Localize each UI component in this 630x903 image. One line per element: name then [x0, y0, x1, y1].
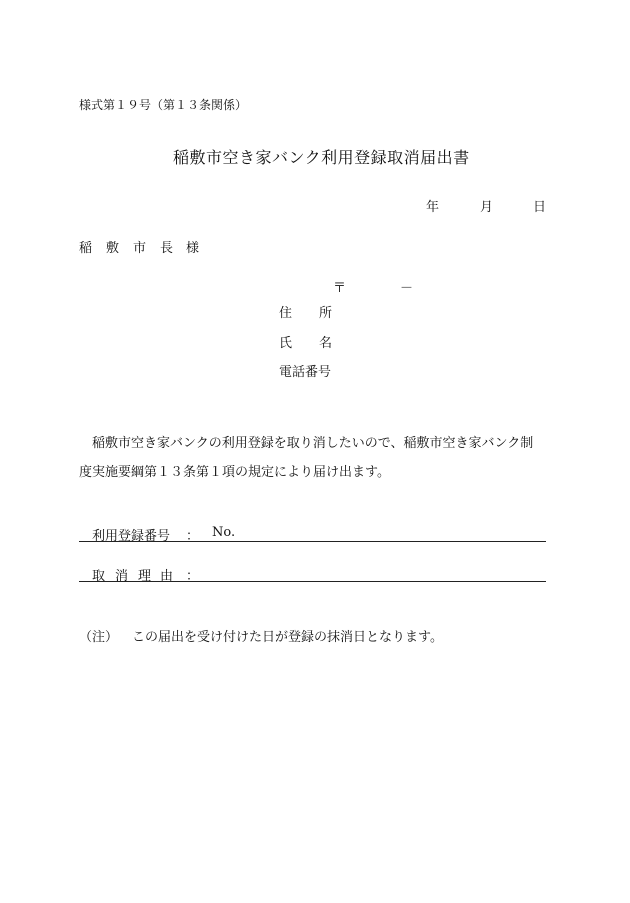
addressee-char-4: 長 [160, 241, 174, 256]
registration-number-label: 利用登録番号 [92, 529, 171, 544]
name-label-a: 氏 [279, 336, 293, 351]
date-day: 日 [533, 200, 547, 215]
postal-mark: 〒 [333, 281, 347, 296]
cancel-reason-char-3: 理 [138, 569, 152, 584]
form-number: 様式第１９号（第１３条関係） [79, 98, 248, 112]
addressee-char-3: 市 [133, 241, 147, 256]
cancel-reason-char-2: 消 [115, 569, 129, 584]
name-label-b: 名 [319, 336, 333, 351]
postal-code-dash: － [400, 281, 414, 296]
date-month: 月 [480, 200, 494, 215]
registration-number-colon: ： [186, 529, 200, 544]
registration-number-underline [79, 541, 546, 542]
addressee-char-2: 敷 [106, 241, 120, 256]
addressee-honorific: 様 [186, 241, 200, 256]
date-year: 年 [426, 200, 440, 215]
phone-label: 電話番号 [279, 365, 332, 380]
registration-number-prefix: No. [212, 525, 236, 540]
body-line-1: 稲敷市空き家バンクの利用登録を取り消したいので、稲敷市空き家バンク制 [92, 436, 534, 451]
document-title: 稲敷市空き家バンク利用登録取消届出書 [173, 148, 470, 167]
note-text: この届出を受け付けた日が登録の抹消日となります。 [132, 630, 443, 645]
note-marker: （注） [79, 630, 119, 645]
cancel-reason-underline [79, 581, 546, 582]
cancel-reason-char-4: 由 [160, 569, 174, 584]
address-label-b: 所 [319, 306, 333, 321]
body-line-2: 度実施要綱第１３条第１項の規定により届け出ます。 [79, 465, 390, 480]
address-label-a: 住 [279, 306, 293, 321]
cancel-reason-char-1: 取 [92, 569, 106, 584]
addressee-char-1: 稲 [79, 241, 93, 256]
cancel-reason-colon: ： [186, 569, 200, 584]
